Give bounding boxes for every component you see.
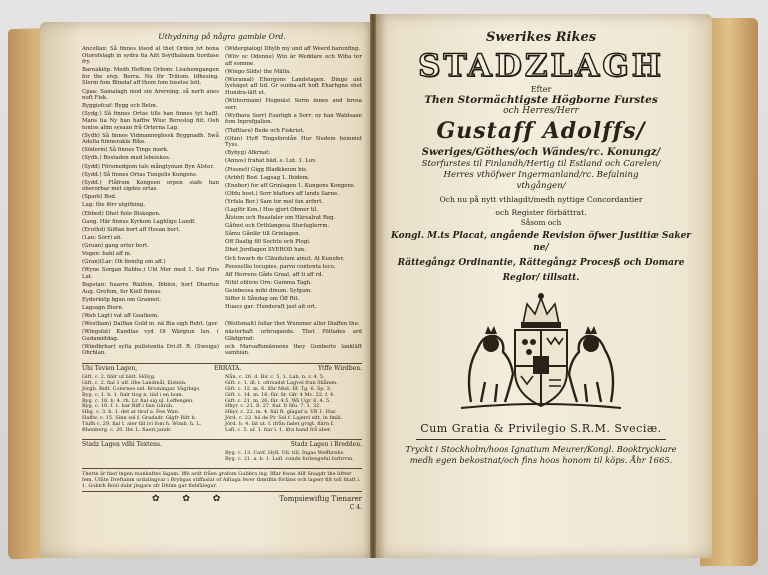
glossary-entry: (Spark) Bod. (82, 194, 117, 201)
glossary-entry: (Sydd.) Flåfrom Kongeen orpen siafe han oberorbar met sigdes ortas. (82, 179, 219, 193)
errata-entry: Hhyr. c. 21. Il. 27. fiaf. Il Sfu. 7. 1. 32. (225, 403, 321, 410)
errata-entry: Byg. c. 1. b. 1. fialr tiog n. tiid i en hom. (82, 391, 184, 398)
errata-entry: Gift. c. 14. m. 16. fär. Sr. Gfr. 4 Mc. 22. f. 4. (225, 391, 335, 398)
ornament-row (82, 496, 362, 503)
title-line-4: och Herres/Herr (503, 106, 579, 116)
glossary-entry: (Wingo Silds) the Mälla. (225, 68, 291, 75)
title-line-9: vthgången/ (516, 181, 566, 191)
title-line-10: Och nu på nytt vthlagdt/medh nyttige Concordantier (439, 195, 643, 204)
glossary-entry: (Widergialog) Dhylb my und aff Weerd barenfing. (225, 46, 360, 52)
errata-entry: Byg. c. 18. b. 4. rh. Lr. fial sig ul. Leffengen. (82, 397, 194, 404)
glossary-entry: (Bybyg) Afkrnat: (225, 150, 271, 157)
glossary-entry: (Wolfsmalt) fallar thet Wummer aller Diaffen the: (225, 320, 360, 327)
errata-entry: Gift. c. 21. m. 26. fär. 4.5. Wä Ugr. 6. 4. 5. (225, 397, 331, 404)
errata-entry: Tiufh c. 29. fial t. aler till lvi fom h. Wimb. h. L. (82, 421, 202, 428)
glossary-entry: (Wingsfat) Kandlas vyd Ol Wärgiun lun. ( Gudamiddag. (82, 328, 219, 342)
errata-right-head: Ytffe Wirdben. (318, 365, 362, 373)
glossary-column-1-tail (82, 321, 219, 358)
glossary-entry: Gåfnot och Orthlangesa Storfaglerrm. (225, 223, 330, 230)
left-page-tail (82, 321, 362, 358)
glossary-entry: (Withurmam) Hogmäst Sorm innee and brosa sorr. (225, 98, 362, 111)
glossary-entry: (Lan: Sorr) ah. (82, 234, 123, 241)
errata-tail (225, 451, 362, 463)
ornament-icons: ✿ ✿ ✿ (152, 494, 231, 505)
glossary-entry: (Wab Lagt) vat aff Gaatkem. (82, 312, 159, 319)
glossary-column-2 (225, 46, 362, 321)
imprint-line-1: Tryckt i Stockholm/hoos Ignatium Meurer/Kongl. Booktryckiare (405, 444, 677, 454)
glossary-entry: (Gruan) gang orter bort. (82, 242, 149, 249)
title-line-15: Reglor/ tillsatt. (502, 273, 580, 283)
glossary-entry: (Wyne Sorgan Rabhe.) Uhl Mer med 1. Sul Fins Lat. (82, 267, 219, 280)
title-line-13: Kongl. M.ts Placat, angående Revision öfwer Justitiæ Saker ne/ (390, 231, 692, 253)
imprint-line-2: medh egen bekostnat/och fins hoos honom til köps. Åhr 1665. (409, 455, 673, 465)
title-line-11: och Register förbättrat. (495, 208, 587, 217)
glossary-entry: Aff Herrens Gåds Graal, aff ti aff rd. (225, 271, 324, 278)
glossary-entry: Off Daalig 60 Sochtu och Plogi. (225, 239, 311, 246)
errata-entry: Gift. c. 2. fiälr uf bätt. Hölyg. (82, 373, 156, 380)
errata-entry: Jörd. c. 22. hä de Pr. Sul f. Lajerri sitt, in fmäl. (225, 415, 343, 422)
left-page-header: Uthydning på några gamble Ord. (158, 32, 286, 41)
glossary-entry: (Ofan) Hyff Tingsforstån Hur Nedem hemmet Tyss. (225, 135, 362, 149)
errata-right-column (225, 375, 362, 434)
glossary-entry: (Söderm) Så finnes Tings mark. (82, 147, 169, 154)
imprint-rule (416, 439, 666, 440)
glossary-entry: Bapstan: huarre Walfom, Ibblen, hort Dharfun Aug. Grefom, for Kiell finnas. (82, 281, 219, 295)
glossary-entry: Siffer ti Såndag om Öff Rit. (225, 296, 300, 302)
errata-entry: Lsfl. c. 5. af. 1. fiar i. 1. ifra hand frå aber. (225, 427, 332, 434)
glossary-entry: (Arbhf) Bod. Lagsag 1. Ibidem. (225, 174, 310, 181)
glossary-entry: (Sydh) Så finnes Vidmanneghesk Byggnadh. Swå Adella fiinnerakla Rike. (82, 132, 219, 146)
errata-left-column (82, 375, 219, 434)
glossary-entry: (Ebbed) Dhet fiole Biskopen. (82, 210, 161, 217)
errata-left-head: Uhi Tevien Lagen, (82, 365, 138, 373)
glossary-entry: och Marsaffsmännens they Gunberte lankläft sambian. (225, 343, 362, 357)
errata-entry: Nån. c. 26. d. Bic c. 5. 1. Lab, n. v. 4. 5. (225, 373, 325, 380)
glossary-entry: Och hwarb de Cläudulum ainut. At Kunsfer. (225, 255, 345, 262)
glossary-entry: (Pisenet) Gigg Bladkkeum bis. (225, 166, 308, 173)
glossary-entry: (Sydd) Försmedgom tals mångtyman Byn Alster. (82, 163, 215, 170)
glossary-entry: Barnakiöp. Medh Heffom Orbom: Lisehemgangen for the sivp. Berra. Nu för Trälom. Idhesing. Slerm fom Blmdaf aff them fom hiselse lott. (82, 67, 219, 87)
glossary-entry: Dhet Jordlagen SVEROD han. (225, 247, 306, 254)
errata-entry: Gift. c. 12. m. 6. ifär Mist. Ilf. Tg. 6. Sp. 3. (225, 385, 332, 392)
errata-entry: Jörgb. Bidt. Colernes sid. Broiningar. Vägthigs. (82, 385, 201, 392)
left-page-columns (82, 46, 362, 321)
glossary-entry: Cpaa: Samalagh mod sin Arerning. så nerb anes noft Fisk. (82, 88, 219, 102)
glossary-entry: (Enebor) for aff Grinlagen 1. Kungens Kongens. (225, 182, 356, 189)
errata-entry: Gift. c. 2. fial 1 ulf. ifbe Landmål, Elstein. (82, 379, 187, 386)
glossary-entry: (Wiiv oc Odenne) Win är Weddare och Wiba tor aff somme. (225, 54, 362, 67)
king-name: Gustaff Adolffs/ (436, 118, 646, 144)
glossary-entry: nästerbaft urbrugande. Thet Föltades ard Glädgrind: (225, 328, 362, 342)
glossary-entry: Byggiofcaf: Bygg och Belm. (82, 103, 158, 110)
glossary-entry: (Sydg.) Så finnes Ortas tills han finnes tyt haffl. Mans tia Ny han haffiw Wiuc Boreslog fiit. Oeh tonlos alim sysaan frå Orterna Lag. (82, 111, 219, 131)
glossary-entry: (Wyfbara Sorr) Esarligh a Sorr: oy han Waldsaan fom Inprefgalien. (225, 112, 362, 126)
errata-subheader (82, 439, 362, 449)
glossary-column-2-tail (225, 321, 362, 358)
glossary-entry: Vogen: bahl aff m. (82, 251, 132, 258)
glossary-entry: Gang. Här finnas Kyrkom Laghlige Landf. (82, 218, 196, 225)
signature-mark: C 4. (349, 504, 362, 511)
sub-note-left: Stadz Lagen vdhi Textens. (82, 441, 162, 448)
title-line-1: Swerikes Rikes (485, 30, 597, 45)
glossary-entry: (Gran)(Lar: Oh fiemlig om aff.) (82, 259, 166, 266)
title-line-14: Rättegångz Ordinantie, Rättegångz Procesß och Domare (397, 258, 685, 268)
glossary-entry: (Ofdu bost.) Sorr blaftors aff lands Sarne. (225, 190, 339, 197)
title-page (388, 30, 694, 466)
glossary-entry: (Wuramal) Ehorgons Landstagen. Dingo ant lyshäget aff tid. Gr sunba-aft hoft Eharhgne shet Hundra-läft et. (225, 76, 362, 97)
glossary-entry: Såmu Gånlär till Grinlagen. (225, 231, 301, 238)
glossary-entry: (Eruthd) Siiflan bort aff Hesan bort. (82, 226, 181, 233)
glossary-entry: Åfstom och Reasfaler om Härsalrat Reg. (225, 215, 336, 222)
glossary-entry: (Wostham) Dalflan Guld m. nä Bia sigh Reht. (ger. (82, 320, 219, 327)
errata-entry: Rhenberg. c. 20. Ibr. L. fiaeri jandr. (82, 427, 172, 434)
glossary-entry: (Annos) frahat bäd. s. Lut. 1. Lov. (225, 158, 317, 165)
title-line-3: Then Stormächtigste Högborne Furstes (424, 94, 658, 106)
title-line-6: Sweriges/Göthes/och Wändes/rc. Konungz/ (421, 147, 661, 158)
book-gutter (370, 14, 376, 558)
errata-entry: Haffw. c. 15. Sinn sol f. Gradadr. Gigfr Rifr b. (82, 415, 197, 422)
glossary-entry: Ancellan: Så finnes lösod al thet Orden ivt bona Otorofslagh in sydra fia Aitt Ssydhalaum tiordase fry. (82, 46, 219, 66)
glossary-entry: (Thiftlare) Bede och Fiskriet. (225, 127, 305, 134)
errata-entry: Jörd. b. 4. lät ut. f. ifrån fadet gvigt. fiärn f. (225, 421, 334, 428)
errata-label: ERRATA. (213, 365, 242, 373)
errata-entry: Byg. c. 13. Cavf. Hyll. Ull. till. Ingas Weffbrebs. (225, 449, 345, 456)
errata-entry: Byg. c. 21. a. b. 1. Lufl. cunde forlengeful forbrvm. (225, 455, 354, 462)
glossary-entry: (Lagför Kon.) Hos gjort Obmer til. (225, 206, 319, 213)
left-page-text (82, 32, 362, 512)
errata-header (82, 363, 362, 373)
glossary-entry: Poossellio locupies, parvo contenta loco. (225, 263, 336, 270)
royal-coat-of-arms-icon (451, 290, 631, 418)
glossary-entry: (Sydh.) Bostaden med lsbeiskes. (82, 155, 171, 162)
title-line-12: Såsom och (520, 218, 562, 227)
privilege-line: Cum Gratia & Privilegio S.R.M. Sveciæ. (420, 422, 662, 435)
glossary-entry: Lag: the förr utgifning. (82, 202, 146, 209)
glossary-entry: Nihil oblivio Orn: Gumma Tagh. (225, 279, 312, 286)
errata-tail-wrap (82, 451, 362, 463)
title-line-7: Storfurstes til Finlandh/Hertig til Estland och Carelen/ (421, 159, 661, 169)
glossary-entry: Geinbeosa mihi dinum. Syfgam. (225, 287, 312, 294)
sub-note-right: Stadz Lagen i Bredden. (290, 441, 362, 448)
catch-word: Tompsiewiftig Tienarer (279, 495, 362, 504)
glossary-entry: Lagsagn Biorn. (82, 304, 124, 311)
glossary-entry: (Yrfala Bor.) Sam tor mel fan arfnrt. (225, 198, 324, 205)
errata-list (82, 375, 362, 434)
title-efter: Efter (530, 85, 552, 94)
errata-entry: Hbg. c. 3. h. 1. det at tirof a. Fen Wan. (82, 409, 180, 416)
main-title: STADZLAGH (418, 48, 664, 84)
errata-entry: Hbyr. c. 22. m. 4. fiäl ft, glagaf a. VR 1. Har. (225, 409, 337, 416)
errata-entry: Gift. c. 1. dl. t. ofirsadst Lagvel fran Skånen. (225, 379, 338, 386)
footnote-box: Thette är thet ingen mankaftes lägam. Iffe ardt fråen grafom Gubbra ing. Iffar hwas Allf Snagdr the liftter fem. Ufäte Dreftanm urdalingvar i Brybgas stiffaslat of Alltaga ferer tbmtfiin förläns och lagerr filt toll fitaft i. 1. Gobirb Roiil dabr jlegare sfr Dhlim gar flebfälegar. (82, 468, 362, 492)
glossary-entry: (Windbrhar) sylta pullstentia Dri.Ø. R. (Sweiga) Ohrblan. (82, 343, 219, 357)
title-line-8: Herres vthöfwer Ingermanland/rc. Befalning (443, 170, 639, 180)
glossary-entry: Huacs gar: Hunderaft jast ait ort. (225, 304, 317, 311)
glossary-entry: Eyderkiöp bgan om Grannot. (82, 296, 162, 303)
errata-entry: Byg. c. 10. f. 1. har Riff i lian Gårah. (82, 403, 174, 410)
glossary-column-1 (82, 46, 219, 321)
glossary-entry: (Sydd.) Så finnes Ortas Tungelis Kungens. (82, 171, 198, 178)
errata-tail-spacer (82, 451, 219, 463)
